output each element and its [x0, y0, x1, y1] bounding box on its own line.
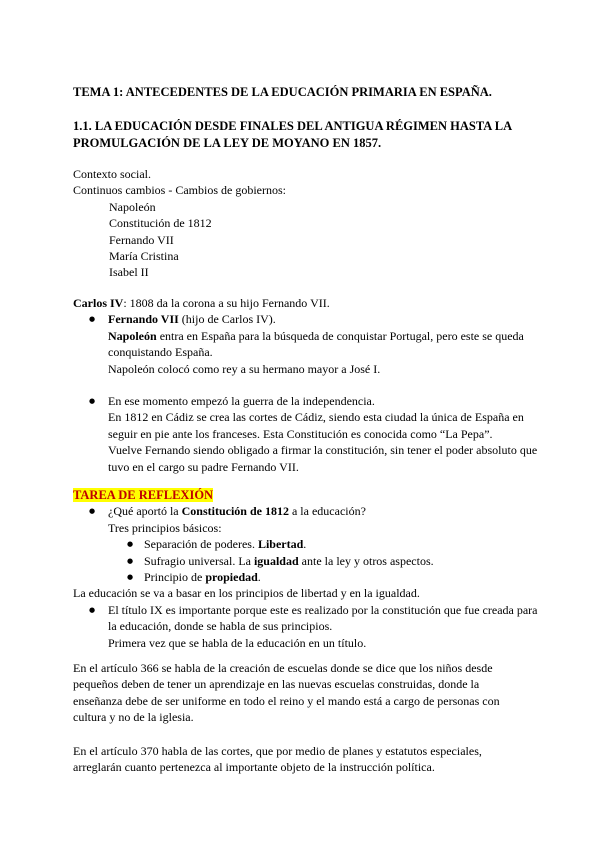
- context-section: [73, 166, 533, 281]
- principle-text: Sufragio universal. La: [144, 553, 254, 568]
- tarea-section: [73, 487, 543, 651]
- tarea-heading: TAREA DE REFLEXIÓN: [73, 488, 214, 502]
- fernando-text: (hijo de Carlos IV).: [178, 312, 276, 327]
- tarea-heading-line: [73, 487, 543, 503]
- principles-intro: Tres principios básicos:: [108, 520, 222, 535]
- bullet-item: ● El título IX es importante porque este es realizado por la constitución que fue creada para la educación, donde se habla de sus principios.: [73, 602, 543, 635]
- principle-item: [73, 536, 543, 552]
- napoleon-name: Napoleón: [108, 328, 157, 343]
- principle-item: [73, 569, 543, 585]
- government-item: Isabel II: [109, 265, 149, 280]
- bullet-item: [73, 311, 543, 327]
- principle-text: Separación de poderes.: [144, 537, 258, 552]
- constitution-paragraph: Vuelve Fernando siendo obligado a firmar la constitución, sin tener el poder absoluto que tuvo en el cargo su padre Fernando VII.: [108, 443, 538, 474]
- government-item: Napoleón: [109, 199, 156, 214]
- question-text: a la educación?: [288, 504, 366, 519]
- question-bold: Constitución de 1812: [181, 504, 289, 519]
- section-title: 1.1. LA EDUCACIÓN DESDE FINALES DEL ANTIGUA RÉGIMEN HASTA LA PROMULGACIÓN DE LA LEY DE MOYANO EN 1857.: [73, 119, 512, 150]
- context-line: Continuos cambios - Cambios de gobiernos:: [73, 183, 286, 198]
- napoleon-text: entra en España para la búsqueda de conquistar Portugal, pero este se queda conquistando España.: [108, 328, 524, 360]
- jose-line: Napoleón colocó como rey a su hermano mayor a José I.: [108, 361, 381, 376]
- carlos-line: [73, 295, 543, 311]
- fernando-name: Fernando VII: [108, 312, 179, 327]
- bullet-item: [73, 503, 543, 519]
- question-text: ¿Qué aportó la: [108, 504, 182, 519]
- principle-text: ante la ley y otros aspectos.: [298, 553, 434, 568]
- cadiz-paragraph: En 1812 en Cádiz se crea las cortes de Cádiz, siendo esta ciudad la única de España en seguir en pie ante los franceses. Esta Constitución es conocida como “La Pepa”.: [108, 410, 524, 441]
- summary-line: La educación se va a basar en los principios de libertad y en la igualdad.: [73, 586, 420, 601]
- bullet-item: ● En ese momento empezó la guerra de la independencia.: [73, 393, 543, 409]
- principle-bold: igualdad: [253, 553, 299, 568]
- principle-item: [73, 553, 543, 569]
- government-item: María Cristina: [109, 249, 179, 264]
- principle-text: .: [303, 537, 307, 552]
- carlos-text: : 1808 da la corona a su hijo Fernando VII.: [123, 296, 330, 310]
- carlos-section: [73, 295, 543, 475]
- government-item: Constitución de 1812: [109, 216, 212, 231]
- page-title: TEMA 1: ANTECEDENTES DE LA EDUCACIÓN PRIMARIA EN ESPAÑA.: [73, 85, 492, 99]
- article-370-paragraph: En el artículo 370 habla de las cortes, que por medio de planes y estatutos especiales, arreglarán cuanto pertenezca al importante objeto de la instrucción política.: [73, 744, 482, 775]
- principle-text: .: [257, 570, 261, 585]
- carlos-name: Carlos IV: [73, 296, 124, 310]
- context-line: Contexto social.: [73, 167, 151, 181]
- napoleon-paragraph: [73, 328, 543, 361]
- government-item: Fernando VII: [109, 232, 174, 247]
- principle-bold: propiedad: [205, 570, 258, 585]
- principle-bold: Libertad: [257, 537, 304, 552]
- title-note: Primera vez que se habla de la educación en un título.: [108, 635, 367, 650]
- article-366-paragraph: En el artículo 366 se habla de la creación de escuelas donde se dice que los niños desde pequeños deben de tener un aprendizaje en las nuevas escuelas construidas, donde la enseñanza debe de ser uniforme en todo el reino y el mando está a cargo de personas con cultura y no de la iglesia.: [73, 661, 500, 725]
- principle-text: Principio de: [144, 570, 206, 585]
